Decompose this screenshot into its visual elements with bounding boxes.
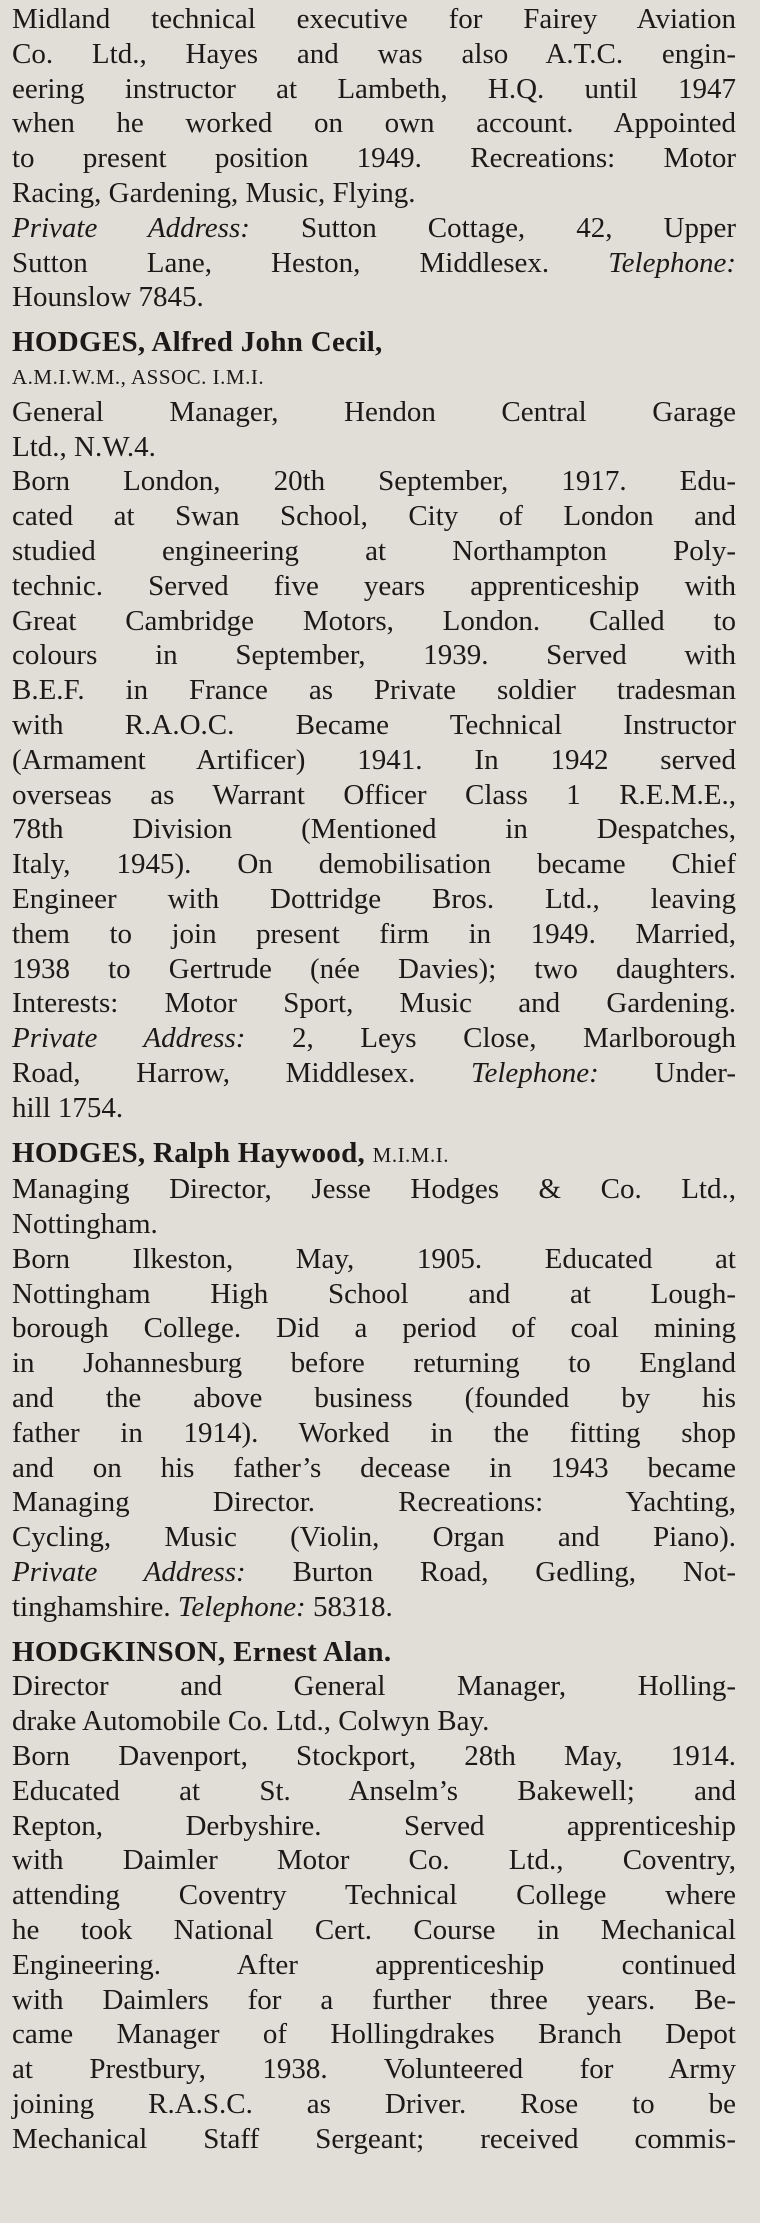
text-line — [12, 1843, 736, 1878]
text-line — [12, 395, 736, 430]
line-text: (Armament Artificer) 1941. In 1942 served — [12, 743, 736, 776]
line-text: Great Cambridge Motors, London. Called to — [12, 604, 736, 637]
entry-qualifications: M.I.M.I. — [372, 1142, 449, 1167]
entry-heading — [12, 1136, 736, 1173]
biography-entry — [12, 325, 736, 1125]
line-text: Engineering. After apprenticeship continued — [12, 1948, 736, 1981]
text-line — [12, 917, 736, 952]
text-line — [12, 1451, 736, 1486]
text-line — [12, 1381, 736, 1416]
text-line — [12, 1311, 736, 1346]
text-line — [12, 280, 736, 315]
italic-label: Private Address: — [12, 1022, 246, 1055]
text-line — [12, 743, 736, 778]
line-text: drake Automobile Co. Ltd., Colwyn Bay. — [12, 1705, 490, 1738]
biography-entry — [12, 1635, 736, 2157]
biography-entry — [12, 2, 736, 315]
text-line — [12, 1913, 736, 1948]
line-text: hill 1754. — [12, 1091, 124, 1124]
line-text: Born London, 20th September, 1917. Edu- — [12, 465, 736, 498]
text-line — [12, 246, 736, 281]
line-text: at Prestbury, 1938. Volunteered for Army — [12, 2053, 736, 2086]
line-text: 78th Division (Mentioned in Despatches, — [12, 813, 736, 846]
line-text: Director and General Manager, Holling- — [12, 1670, 736, 1703]
line-text: borough College. Did a period of coal mining — [12, 1312, 736, 1345]
text-line — [12, 430, 736, 465]
line-text: Road, Harrow, Middlesex. — [12, 1056, 471, 1089]
line-text: Sutton Lane, Heston, Middlesex. — [12, 246, 609, 279]
text-line — [12, 882, 736, 917]
italic-label: Telephone: — [177, 1590, 306, 1623]
line-text: with Daimlers for a further three years. Be- — [12, 1983, 736, 2016]
text-line — [12, 1172, 736, 1207]
line-text: 58318. — [305, 1590, 393, 1623]
text-line — [12, 1242, 736, 1277]
text-line — [12, 534, 736, 569]
line-text: Sutton Cottage, 42, Upper — [249, 211, 736, 244]
text-line — [12, 1485, 736, 1520]
text-line — [12, 1809, 736, 1844]
line-text: Hounslow 7845. — [12, 281, 204, 314]
line-text: B.E.F. in France as Private soldier tradesman — [12, 674, 736, 707]
line-text: cated at Swan School, City of London and — [12, 500, 736, 533]
line-text: them to join present firm in 1949. Married, — [12, 917, 736, 950]
text-line — [12, 2, 736, 37]
text-line — [12, 1346, 736, 1381]
text-line — [12, 464, 736, 499]
text-line — [12, 1669, 736, 1704]
text-line — [12, 638, 736, 673]
line-text: and on his father’s decease in 1943 became — [12, 1451, 736, 1484]
text-line — [12, 1948, 736, 1983]
text-line — [12, 106, 736, 141]
text-line — [12, 2017, 736, 2052]
line-text: Midland technical executive for Fairey Aviation — [12, 3, 736, 35]
line-text: studied engineering at Northampton Poly- — [12, 534, 736, 567]
line-text: Born Davenport, Stockport, 28th May, 1914. — [12, 1740, 736, 1773]
line-text: Born Ilkeston, May, 1905. Educated at — [12, 1242, 736, 1275]
line-text: Managing Director. Recreations: Yachting, — [12, 1486, 736, 1519]
line-text: attending Coventry Technical College where — [12, 1879, 736, 1912]
text-line — [12, 141, 736, 176]
text-line — [12, 1878, 736, 1913]
entry-name: HODGES, Ralph Haywood, — [12, 1136, 366, 1169]
text-line — [12, 2052, 736, 2087]
line-text: tinghamshire. — [12, 1590, 178, 1623]
italic-label: Private Address: — [12, 1556, 246, 1589]
line-text: technic. Served five years apprenticeship with — [12, 569, 736, 602]
line-text: he took National Cert. Course in Mechanical — [12, 1914, 736, 1947]
biography-entry — [12, 1136, 736, 1625]
text-line — [12, 569, 736, 604]
line-text: and the above business (founded by his — [12, 1382, 736, 1415]
line-text: 1938 to Gertrude (née Davies); two daughters. — [12, 952, 736, 985]
line-text: Engineer with Dottridge Bros. Ltd., leaving — [12, 882, 736, 915]
entry-name: HODGES, Alfred John Cecil, — [12, 326, 383, 359]
text-line — [12, 673, 736, 708]
line-text: colours in September, 1939. Served with — [12, 639, 736, 672]
line-text: overseas as Warrant Officer Class 1 R.E.M.E., — [12, 778, 736, 811]
text-line — [12, 72, 736, 107]
entry-qualifications: A.M.I.W.M., ASSOC. I.M.I. — [12, 364, 265, 389]
text-line — [12, 1555, 736, 1590]
entry-heading — [12, 325, 736, 360]
text-line — [12, 1021, 736, 1056]
text-line — [12, 847, 736, 882]
line-text: Ltd., N.W.4. — [12, 430, 156, 463]
line-text: father in 1914). Worked in the fitting shop — [12, 1416, 736, 1449]
text-line — [12, 1983, 736, 2018]
text-line — [12, 2122, 736, 2157]
line-text: Burton Road, Gedling, Not- — [245, 1556, 737, 1589]
text-line — [12, 1277, 736, 1312]
line-text: with R.A.O.C. Became Technical Instructor — [12, 708, 736, 741]
text-line — [12, 1056, 736, 1091]
text-line — [12, 812, 736, 847]
line-text: Under- — [598, 1056, 736, 1089]
text-line — [12, 1704, 736, 1739]
italic-label: Private Address: — [12, 211, 250, 244]
italic-label: Telephone: — [471, 1056, 599, 1089]
document-page — [12, 2, 736, 2157]
line-text: Mechanical Staff Sergeant; received commis- — [12, 2122, 736, 2155]
line-text: came Manager of Hollingdrakes Branch Depot — [12, 2018, 736, 2051]
line-text: Managing Director, Jesse Hodges & Co. Ltd., — [12, 1173, 736, 1206]
line-text: General Manager, Hendon Central Garage — [12, 395, 736, 428]
text-line — [12, 176, 736, 211]
line-text: in Johannesburg before returning to England — [12, 1347, 736, 1380]
entry-name: HODGKINSON, Ernest Alan. — [12, 1635, 392, 1668]
line-text: eering instructor at Lambeth, H.Q. until 1947 — [12, 72, 736, 105]
text-line — [12, 986, 736, 1021]
entry-heading — [12, 1635, 736, 1670]
text-line — [12, 708, 736, 743]
line-text: Nottingham. — [12, 1208, 158, 1241]
line-text: to present position 1949. Recreations: Motor — [12, 142, 736, 175]
line-text: joining R.A.S.C. as Driver. Rose to be — [12, 2088, 736, 2121]
text-line — [12, 1739, 736, 1774]
line-text: Cycling, Music (Violin, Organ and Piano). — [12, 1521, 736, 1554]
text-line — [12, 211, 736, 246]
line-text: when he worked on own account. Appointed — [12, 107, 736, 140]
text-line — [12, 604, 736, 639]
line-text: Nottingham High School and at Lough- — [12, 1277, 736, 1310]
text-line — [12, 1774, 736, 1809]
line-text: Interests: Motor Sport, Music and Gardening. — [12, 987, 736, 1020]
text-line — [12, 778, 736, 813]
line-text: Co. Ltd., Hayes and was also A.T.C. engin- — [12, 37, 736, 70]
text-line — [12, 1091, 736, 1126]
text-line — [12, 1520, 736, 1555]
line-text: Racing, Gardening, Music, Flying. — [12, 176, 416, 209]
text-line — [12, 2087, 736, 2122]
text-line — [12, 1590, 736, 1625]
text-line — [12, 1207, 736, 1242]
line-text: Repton, Derbyshire. Served apprenticeship — [12, 1809, 736, 1842]
line-text: Educated at St. Anselm’s Bakewell; and — [12, 1774, 736, 1807]
text-line — [12, 1416, 736, 1451]
text-line — [12, 499, 736, 534]
line-text: Italy, 1945). On demobilisation became Chief — [12, 848, 736, 881]
italic-label: Telephone: — [608, 246, 736, 279]
line-text: 2, Leys Close, Marlborough — [245, 1022, 737, 1055]
text-line — [12, 37, 736, 72]
line-text: with Daimler Motor Co. Ltd., Coventry, — [12, 1844, 736, 1877]
text-line — [12, 952, 736, 987]
